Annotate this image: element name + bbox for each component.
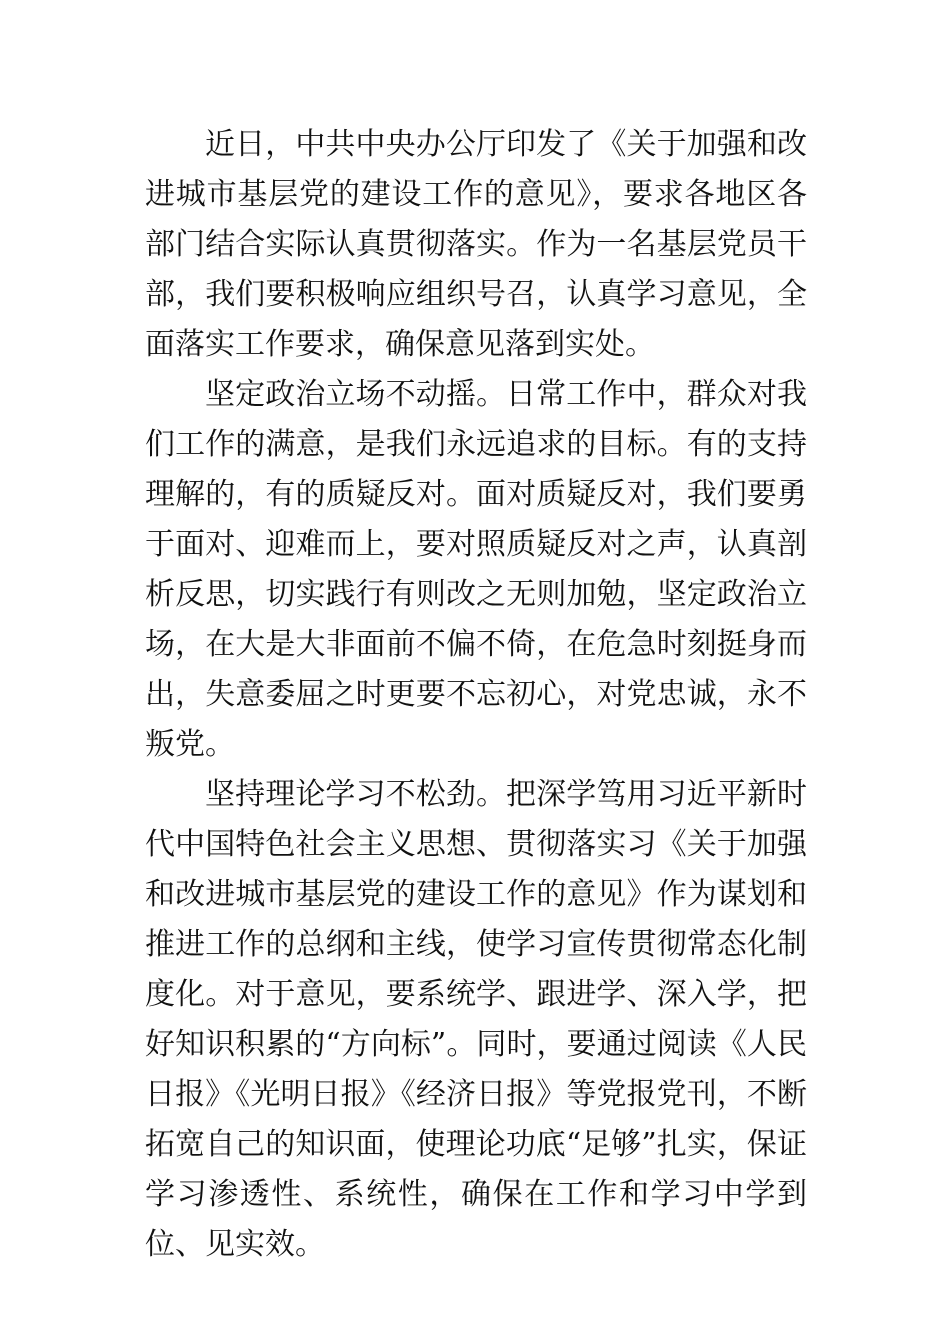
document-body bbox=[145, 120, 807, 1270]
paragraph-theory-study: 坚持理论学习不松劲。把深学笃用习近平新时代中国特色社会主义思想、贯彻落实习《关于加强和改进城市基层党的建设工作的意见》作为谋划和推进工作的总纲和主线，使学习宣传贯彻常态化制度化。对于意见，要系统学、跟进学、深入学，把好知识积累的“方向标”。同时，要通过阅读《人民日报》《光明日报》《经济日报》等党报党刊，不断拓宽自己的知识面，使理论功底“足够”扎实，保证学习渗透性、系统性，确保在工作和学习中学到位、见实效。 bbox=[145, 777, 807, 1262]
paragraph-intro: 近日，中共中央办公厅印发了《关于加强和改进城市基层党的建设工作的意见》，要求各地区各部门结合实际认真贯彻落实。作为一名基层党员干部，我们要积极响应组织号召，认真学习意见，全面落实工作要求，确保意见落到实处。 bbox=[145, 127, 807, 362]
paragraph-political-stance: 坚定政治立场不动摇。日常工作中，群众对我们工作的满意，是我们永远追求的目标。有的支持理解的，有的质疑反对。面对质疑反对，我们要勇于面对、迎难而上，要对照质疑反对之声，认真剖析反思，切实践行有则改之无则加勉，坚定政治立场，在大是大非面前不偏不倚，在危急时刻挺身而出，失意委屈之时更要不忘初心，对党忠诚，永不叛党。 bbox=[145, 377, 807, 762]
